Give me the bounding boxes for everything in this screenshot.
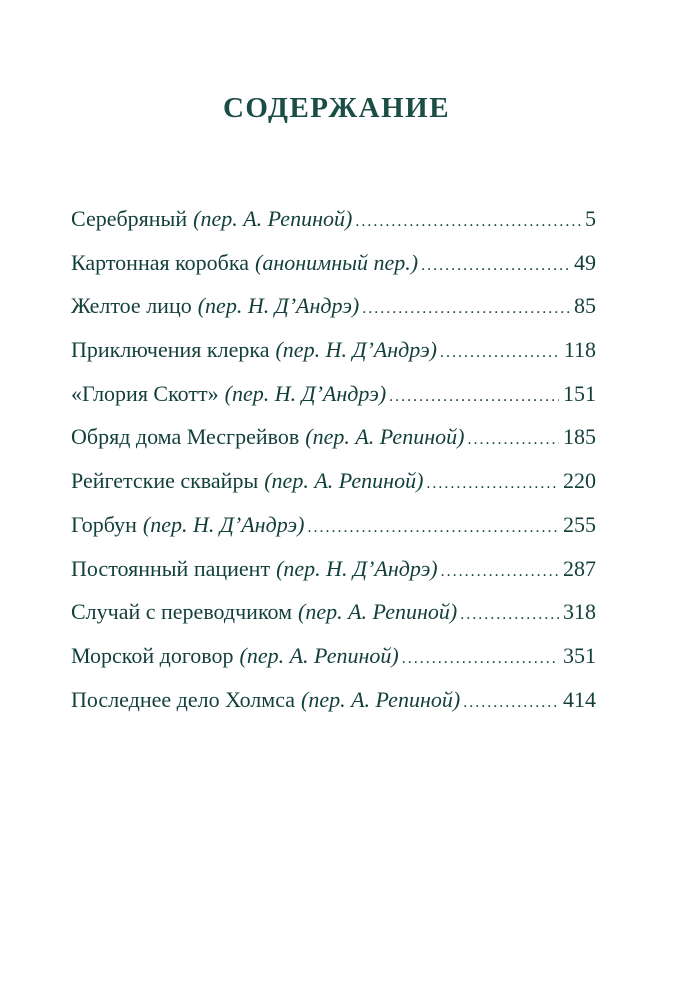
dot-leader [421,244,570,288]
toc-entry [71,415,596,459]
toc-entry-page: 85 [574,293,596,319]
toc-entry-translator: (пер. Н. Д’Андрэ) [224,380,387,406]
table-of-contents [71,197,596,721]
toc-entry [71,547,596,591]
toc-entry-page: 151 [563,380,596,406]
toc-entry-title: Серебряный [71,206,188,231]
toc-entry-page: 5 [585,206,596,231]
toc-entry-page: 255 [563,511,596,537]
toc-entry-page: 287 [563,555,596,581]
toc-entry-title: Случай с переводчиком [71,599,293,625]
contents-heading: СОДЕРЖАНИЕ [222,92,451,124]
toc-entry-title: Приключения клерка [71,337,270,363]
dot-leader [402,637,559,681]
toc-entry [71,459,596,503]
toc-entry-title: Картонная коробка [71,249,249,275]
toc-entry-page: 351 [563,642,596,668]
toc-entry-translator: (пер. А. Репиной) [193,206,353,231]
toc-entry [71,241,596,285]
toc-entry [71,590,596,634]
dot-leader [460,593,559,637]
toc-entry [71,372,596,416]
toc-entry [71,678,596,722]
toc-entry-page: 185 [563,424,596,450]
toc-entry-title: Последнее дело Холмса [71,686,295,712]
toc-entry [71,634,596,678]
toc-entry-page: 414 [563,686,596,712]
toc-entry-title: Рейгетские сквайры [71,468,259,494]
toc-entry [71,328,596,372]
dot-leader [426,462,559,506]
toc-entry [71,197,596,241]
toc-entry-title: «Глория Скотт» [71,380,219,406]
toc-entry [71,503,596,547]
dot-leader [467,418,559,462]
toc-entry-translator: (пер. А. Репиной) [239,642,399,668]
dot-leader [389,375,559,419]
dot-leader [307,506,559,550]
toc-entry-title: Горбун [71,511,137,537]
toc-entry-translator: (пер. А. Репиной) [305,424,465,450]
toc-entry [71,284,596,328]
toc-entry-title: Постоянный пациент [71,555,271,581]
toc-entry-translator: (пер. Н. Д’Андрэ) [142,511,305,537]
toc-entry-title: Желтое лицо [71,293,192,319]
toc-entry-translator: (пер. Н. Д’Андрэ) [197,293,360,319]
dot-leader [355,200,581,244]
toc-entry-translator: (пер. А. Репиной) [264,468,424,494]
dot-leader [441,550,559,594]
toc-entry-translator: (анонимный пер.) [255,249,419,275]
toc-entry-title: Обряд дома Месгрейвов [71,424,300,450]
toc-entry-translator: (пер. А. Репиной) [298,599,458,625]
toc-entry-page: 220 [563,468,596,494]
dot-leader [463,681,559,725]
dot-leader [440,331,560,375]
toc-entry-translator: (пер. Н. Д’Андрэ) [275,337,438,363]
toc-entry-page: 49 [574,249,596,275]
toc-entry-translator: (пер. Н. Д’Андрэ) [276,555,438,581]
toc-entry-page: 318 [563,599,596,625]
toc-entry-title: Морской договор [71,642,234,668]
dot-leader [362,287,570,331]
toc-entry-translator: (пер. А. Репиной) [301,686,461,712]
toc-entry-page: 118 [563,337,596,363]
